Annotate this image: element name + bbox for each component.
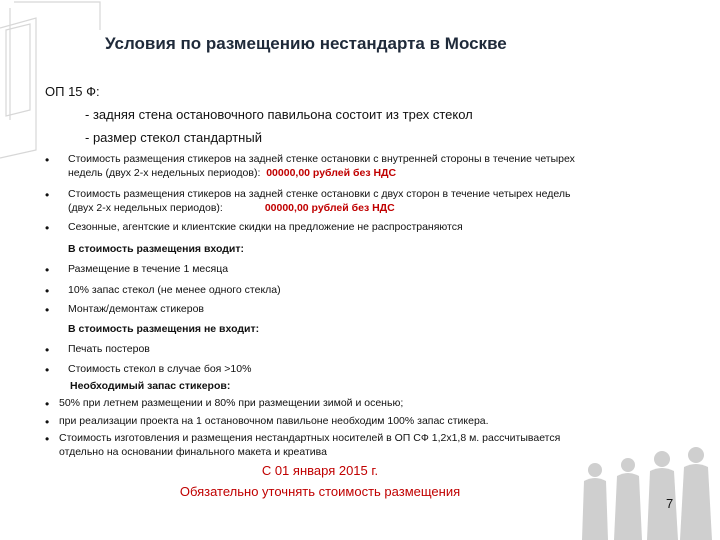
production-note-line1: Стоимость изготовления и размещения нестандартных носителей в ОП СФ 1,2х1,8 м. рассчитывается: [59, 432, 561, 444]
bullet-icon: •: [45, 415, 50, 429]
description-line-2: - размер стекол стандартный: [85, 130, 262, 145]
people-silhouettes-decoration: [570, 445, 720, 540]
included-item: Монтаж/демонтаж стикеров: [68, 303, 205, 315]
bullet-icon: •: [45, 284, 50, 298]
price-item-inside-line2: [68, 166, 668, 180]
price-item-inside-line1: Стоимость размещения стикеров на задней стенке остановки с внутренней стороны в течение четырех: [68, 153, 575, 165]
included-heading: В стоимость размещения входит:: [68, 243, 245, 255]
excluded-item: Стоимость стекол в случае боя >10%: [68, 363, 252, 375]
bullet-icon: •: [45, 363, 50, 377]
price-inside-value: 00000,00 рублей без НДС: [266, 167, 397, 179]
bullet-icon: •: [45, 303, 50, 317]
price-item-both-line2: [68, 201, 668, 215]
price-item-both-line1: Стоимость размещения стикеров на задней стенке остановки с двух сторон в течение четырех недель: [68, 188, 571, 200]
footer-date: С 01 января 2015 г.: [261, 463, 379, 478]
discounts-note: Сезонные, агентские и клиентские скидки на предложение не распространяются: [68, 221, 463, 233]
footer-note: Обязательно уточнять стоимость размещения: [179, 484, 461, 499]
bullet-icon: •: [45, 397, 50, 411]
bullet-icon: •: [45, 263, 50, 277]
stock-item: 50% при летнем размещении и 80% при размещении зимой и осенью;: [59, 397, 404, 409]
price-item-inside-period: недель (двух 2-х недельных периодов):: [68, 167, 261, 179]
excluded-heading: В стоимость размещения не входит:: [68, 323, 260, 335]
bullet-icon: •: [45, 432, 50, 446]
bullet-icon: •: [45, 188, 50, 202]
page-number: 7: [666, 496, 674, 511]
price-item-inside: [68, 152, 668, 180]
price-item-both-sides: [68, 187, 668, 215]
price-both-value: 00000,00 рублей без НДС: [264, 202, 395, 214]
op-label: ОП 15 Ф:: [45, 84, 100, 99]
bullet-icon: •: [45, 221, 50, 235]
stock-item: при реализации проекта на 1 остановочном павильоне необходим 100% запас стикера.: [59, 415, 489, 427]
production-note: [59, 431, 659, 459]
price-item-both-period: (двух 2-х недельных периодов):: [68, 202, 223, 214]
included-item: Размещение в течение 1 месяца: [68, 263, 229, 275]
bullet-icon: •: [45, 343, 50, 357]
excluded-item: Печать постеров: [68, 343, 150, 355]
production-note-line2: отдельно на основании финального макета и креатива: [59, 446, 327, 458]
included-item: 10% запас стекол (не менее одного стекла): [68, 284, 281, 296]
stock-heading: Необходимый запас стикеров:: [70, 380, 231, 392]
description-line-1: - задняя стена остановочного павильона состоит из трех стекол: [85, 107, 473, 122]
bullet-icon: •: [45, 153, 50, 167]
page-title: Условия по размещению нестандарта в Москве: [105, 34, 507, 53]
